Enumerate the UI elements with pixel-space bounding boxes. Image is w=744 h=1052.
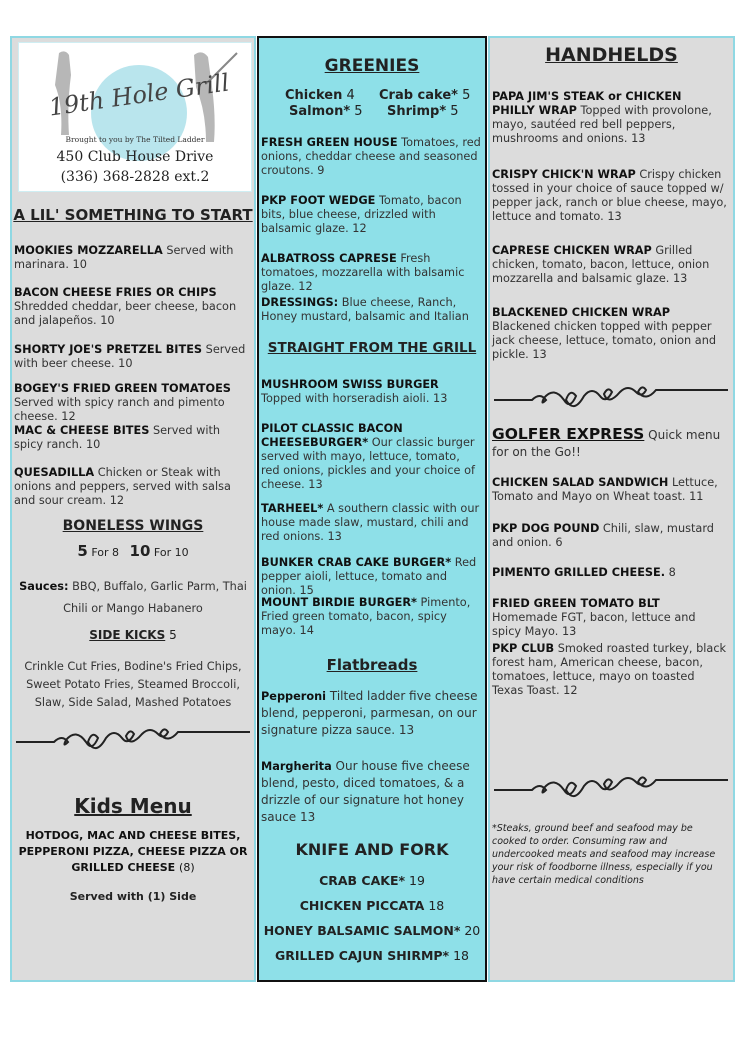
golfer-item: PIMENTO GRILLED CHEESE. 8 (492, 566, 676, 579)
disclaimer: *Steaks, ground beef and seafood may be cooked to order. Consuming raw and undercooked meats and seafood may increase your risk of foodborne illness, especially if you have certain medical conditions (492, 823, 716, 886)
flatbreads-title: Flatbreads (326, 656, 418, 674)
golfer-item: CHICKEN SALAD SANDWICH Lettuce, Tomato and Mayo on Wheat toast. 11 (492, 476, 718, 503)
golfer-item: PKP CLUB Smoked roasted turkey, black forest ham, American cheese, bacon, tomatoes, lettuce, mayo on toasted Texas Toast. 12 (492, 642, 727, 697)
wings-sauces: Sauces: BBQ, Buffalo, Garlic Parm, Thai Chili or Mango Habanero (19, 580, 247, 615)
logo-phone: (336) 368-2828 ext.2 (60, 169, 210, 185)
grill-item: PILOT CLASSIC BACON CHEESEBURGER* Our classic burger served with mayo, lettuce, tomato, red onions, pickles and your choice of cheese. 13 (261, 422, 475, 491)
grill-item: MOUNT BIRDIE BURGER* Pimento, Fried green tomato, bacon, spicy mayo. 14 (261, 596, 471, 637)
starter-item: QUESADILLA Chicken or Steak with onions and peppers, served with salsa and sour cream. 12 (14, 466, 231, 507)
flatbread-item: Pepperoni Tilted ladder five cheese blend, pepperoni, parmesan, on our signature pizza sauce. 13 (261, 689, 478, 737)
handheld-item: CRISPY CHICK'N WRAP Crispy chicken tossed in your choice of sauce topped w/ pepper jack, ranch or blue cheese, mayo, lettuce and tomato. 13 (492, 168, 727, 223)
swirl-divider-icon (492, 384, 730, 414)
sides-title-row: SIDE KICKS 5 (89, 628, 177, 642)
golfer-header: GOLFER EXPRESS Quick menu for on the Go!! (492, 425, 721, 459)
logo-address: 450 Club House Drive (56, 149, 214, 165)
starters-title: A LIL' SOMETHING TO START (13, 206, 253, 224)
golfer-item: PKP DOG POUND Chili, slaw, mustard and onion. 6 (492, 522, 714, 549)
grill-item: TARHEEL* A southern classic with our house made slaw, mustard, chili and red onions. 13 (261, 502, 480, 543)
logo (18, 42, 252, 192)
left-column (10, 36, 256, 982)
kids-title: Kids Menu (74, 794, 192, 818)
starter-item: MOOKIES MOZZARELLA Served with marinara. 10 (14, 244, 234, 271)
grill-item: MUSHROOM SWISS BURGER Topped with horseradish aioli. 13 (261, 378, 448, 405)
greenies-item: FRESH GREEN HOUSE Tomatoes, red onions, cheddar cheese and seasoned croutons. 9 (261, 136, 481, 177)
grill-item: BUNKER CRAB CAKE BURGER* Red pepper aioli, lettuce, tomato and onion. 15 (261, 556, 477, 597)
handhelds-title: HANDHELDS (545, 44, 678, 66)
knife-fork-title: KNIFE AND FORK (295, 840, 449, 859)
handheld-item: PAPA JIM'S STEAK or CHICKEN PHILLY WRAP Topped with provolone, mayo, sautéed red bell peppers, mushrooms and onions. 13 (492, 90, 712, 145)
knife-fork-list: CRAB CAKE* 19 CHICKEN PICCATA 18 HONEY BALSAMIC SALMON* 20 GRILLED CAJUN SHIRMP* 18 (263, 873, 481, 963)
starter-item: MAC & CHEESE BITES Served with spicy ranch. 10 (14, 424, 221, 451)
starter-item: SHORTY JOE'S PRETZEL BITES Served with beer cheese. 10 (14, 343, 246, 370)
logo-script-name: 19th Hole Grill (47, 68, 231, 122)
sides-list: Crinkle Cut Fries, Bodine's Fried Chips, Sweet Potato Fries, Steamed Broccoli, Slaw, Side Salad, Mashed Potatoes (24, 660, 242, 709)
logo-tagline: Brought to you by The Tilted Ladder (65, 135, 205, 144)
greenies-item: DRESSINGS: Blue cheese, Ranch, Honey mustard, balsamic and Italian (261, 296, 469, 323)
right-column (488, 36, 735, 982)
kids-items: HOTDOG, MAC AND CHEESE BITES, PEPPERONI PIZZA, CHEESE PIZZA OR GRILLED CHEESE (8) (18, 829, 248, 874)
handheld-item: CAPRESE CHICKEN WRAP Grilled chicken, tomato, bacon, lettuce, onion mozzarella and balsamic glaze. 13 (492, 244, 710, 285)
handheld-item: BLACKENED CHICKEN WRAP Blackened chicken topped with pepper jack cheese, lettuce, tomato, onion and pickle. 13 (492, 306, 717, 361)
flatbread-item: Margherita Our house five cheese blend, pesto, diced tomatoes, & a drizzle of our signature hot honey sauce 13 (261, 759, 470, 824)
wings-title: BONELESS WINGS (62, 518, 204, 534)
starter-item: BOGEY'S FRIED GREEN TOMATOES Served with spicy ranch and pimento cheese. 12 (14, 382, 231, 423)
greenies-item: PKP FOOT WEDGE Tomato, bacon bits, blue cheese, drizzled with balsamic glaze. 12 (261, 194, 462, 235)
golfer-item: FRIED GREEN TOMATO BLT Homemade FGT, bacon, lettuce and spicy Mayo. 13 (492, 597, 696, 638)
starter-item: BACON CHEESE FRIES OR CHIPS Shredded cheddar, beer cheese, bacon and jalapeños. 10 (14, 286, 237, 327)
swirl-divider-icon (14, 726, 252, 756)
grill-title: STRAIGHT FROM THE GRILL (267, 340, 477, 356)
greenies-title: GREENIES (324, 56, 420, 76)
middle-column: GREENIES Chicken 4 Crab cake* 5 Salmon* 5 Shrimp* 5 FRESH GREEN HOUSE Tomatoes, red onions, cheddar cheese and seasoned croutons. 9 PKP FOOT WEDGE Tomato, bacon bits, blue cheese, drizzled with balsamic glaze. 12 ALBATROSS CAPRESE Fresh tomatoes, mozzarella with balsamic glaze. 12 DRESSINGS: Blue cheese, Ranch, Honey mustard, balsamic and Italian STRAIGHT FROM THE GRILL MUSHROOM SWISS BURGER Topped with horseradish aioli. 13 PILOT CLASSIC BACON CHEESEBURGER* Our classic burger served with mayo, lettuce, tomato, red onions, pickles and your choice of cheese. 13 TARHEEL* A southern classic with our house made slaw, mustard, chili and red onions. 13 BUNKER CRAB CAKE BURGER* Red pepper aioli, lettuce, tomato and onion. 15 MOUNT BIRDIE BURGER* Pimento, Fried green tomato, bacon, spicy mayo. 14 Flatbreads Pepperoni Tilted ladder five cheese blend, pepperoni, parmesan, on our signature pizza sauce. 13 Margherita Our house five cheese blend, pesto, diced tomatoes, & a drizzle of our signature hot honey sauce 13 KNIFE AND FORK CRAB CAKE* 19 CHICKEN PICCATA 18 HONEY BALSAMIC SALMON* 20 GRILLED CAJUN SHIRMP* 18 (257, 36, 487, 982)
greenies-item: ALBATROSS CAPRESE Fresh tomatoes, mozzarella with balsamic glaze. 12 (261, 252, 465, 293)
wings-options: 5 For 8 10 For 10 (77, 542, 189, 560)
kids-served: Served with (1) Side (69, 890, 197, 903)
swirl-divider-icon (492, 774, 730, 804)
